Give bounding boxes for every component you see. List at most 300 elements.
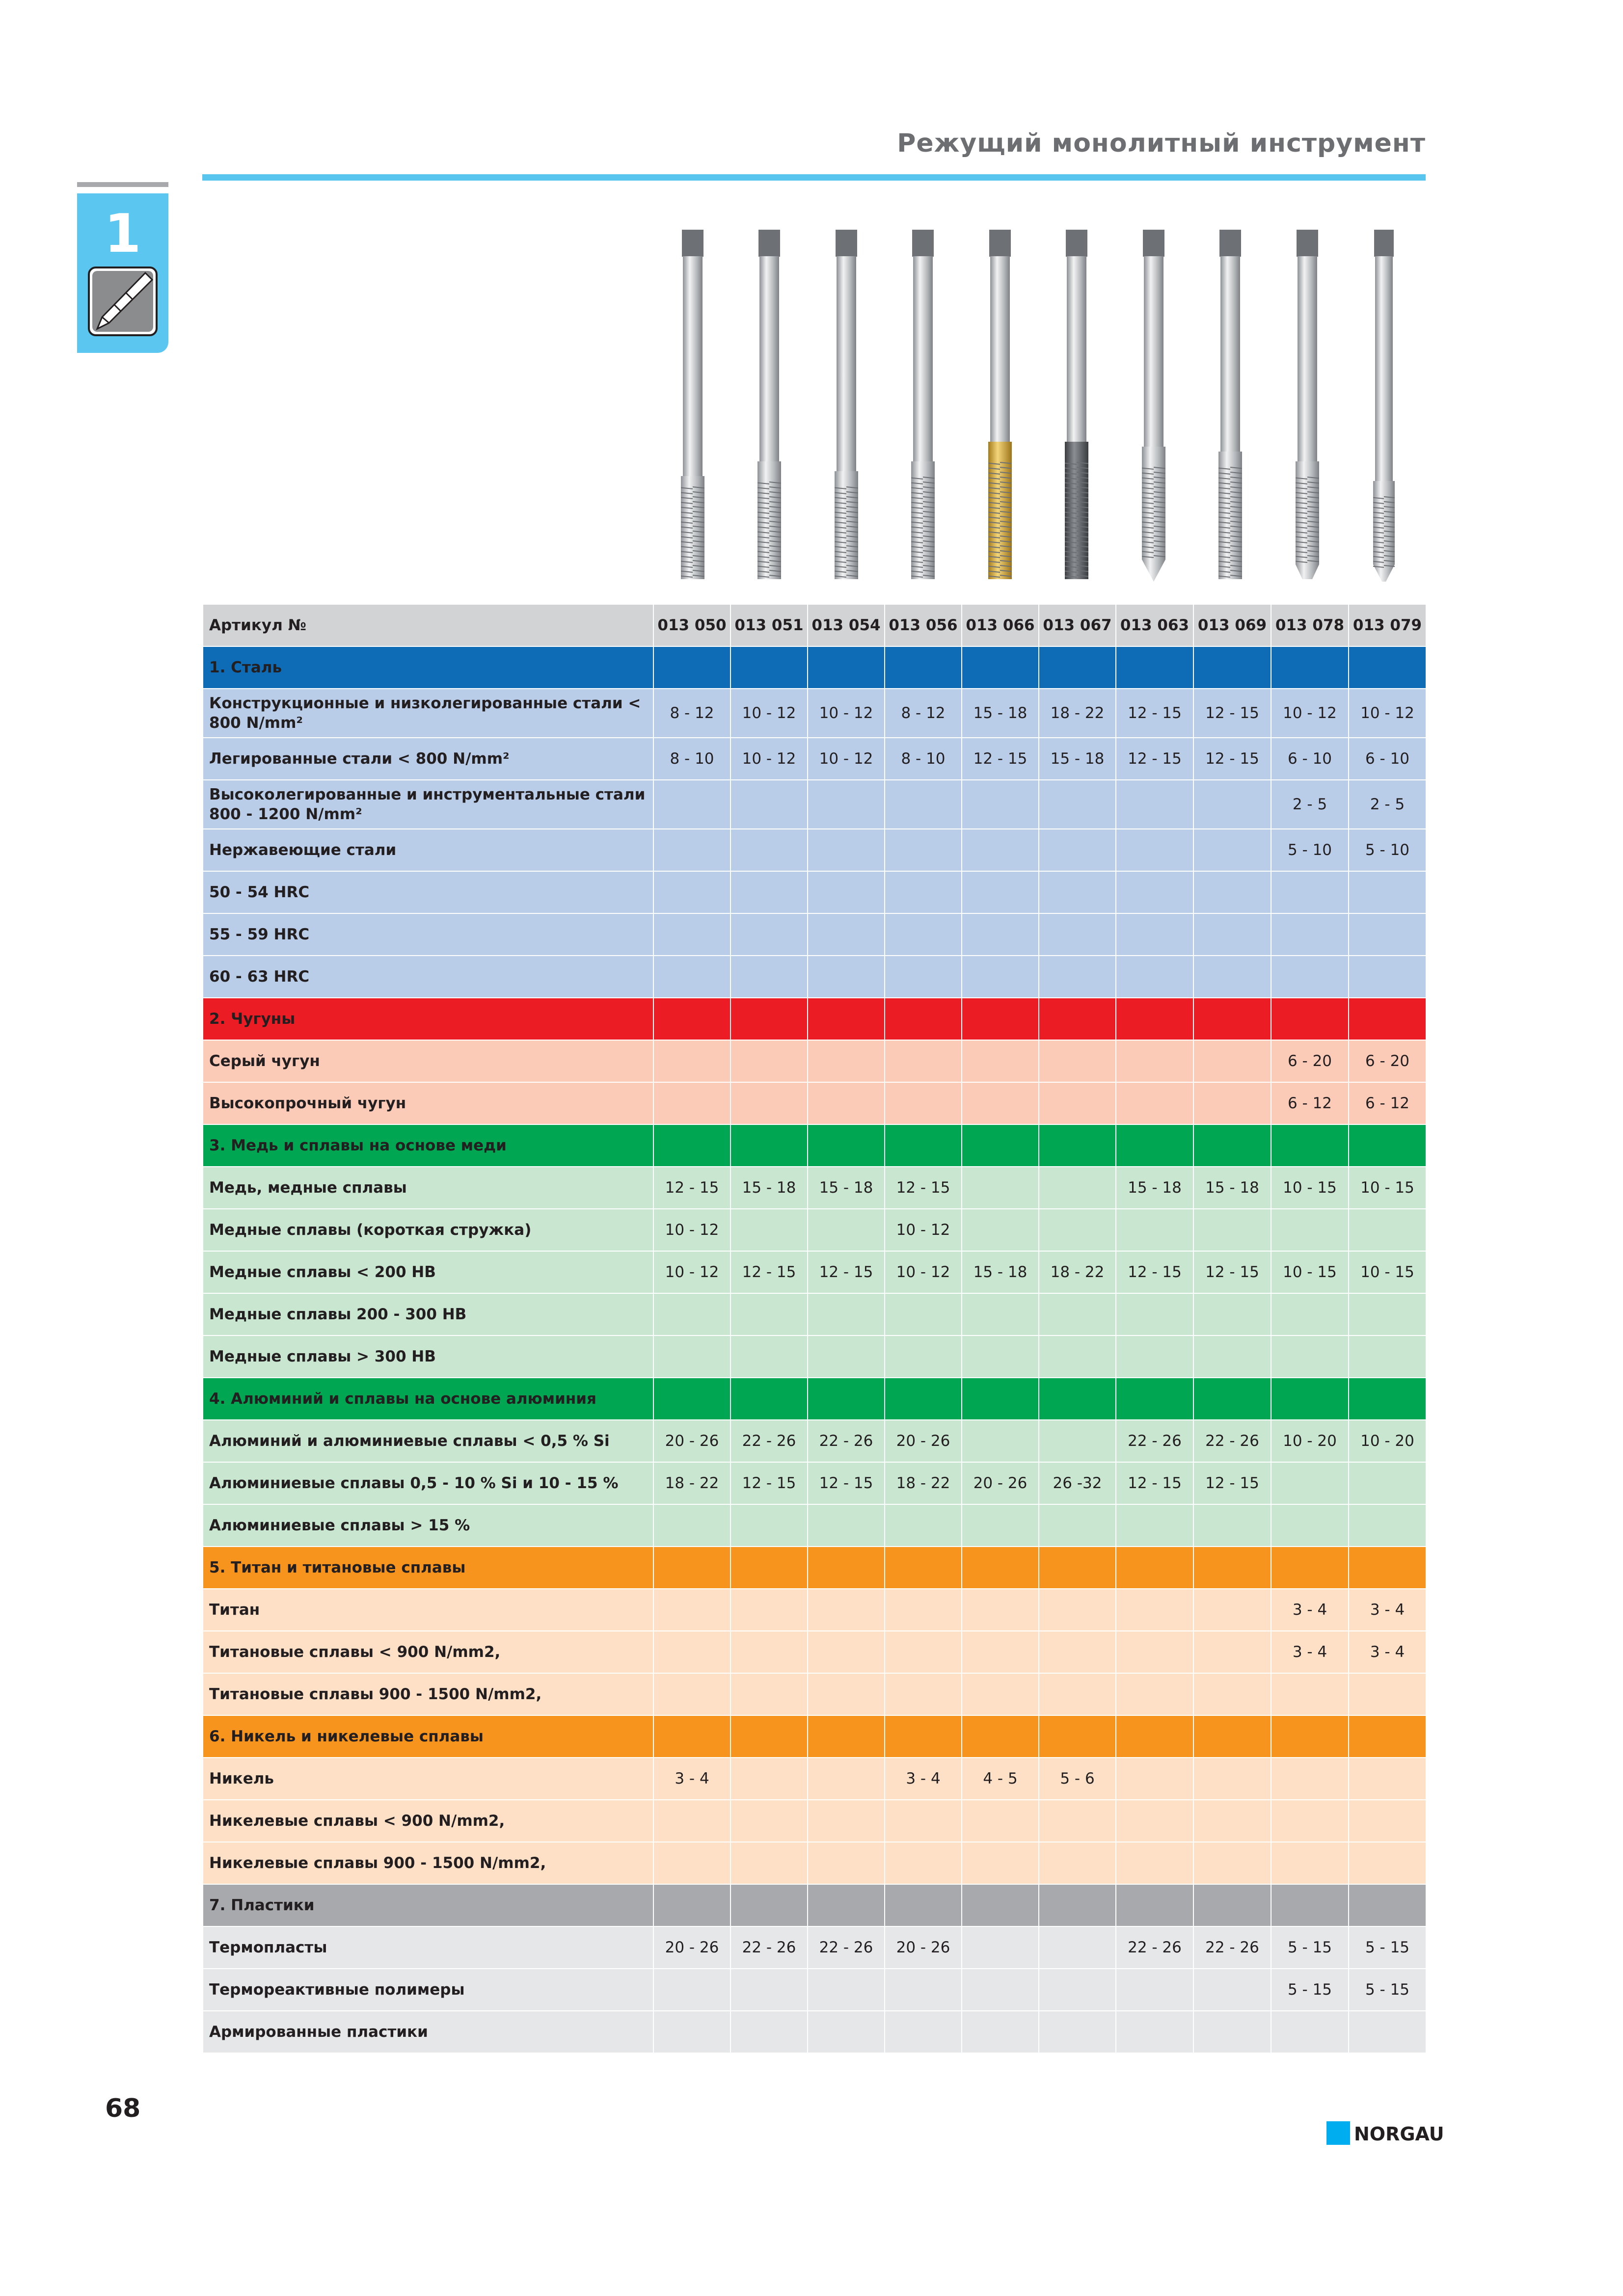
speed-cell [730, 780, 808, 829]
material-label: Конструкционные и низколегированные стали < 800 N/mm² [203, 689, 653, 738]
speed-cell [1349, 1758, 1426, 1800]
section-header-cell [885, 1124, 962, 1167]
section-header-cell [962, 998, 1039, 1040]
speed-cell [808, 1335, 885, 1378]
speed-cell [653, 871, 730, 913]
speed-cell: 6 - 20 [1349, 1040, 1426, 1082]
speed-cell [885, 780, 962, 829]
speed-cell [1039, 871, 1116, 913]
speed-cell: 20 - 26 [653, 1926, 730, 1969]
section-header-row [203, 998, 1426, 1040]
speed-cell: 12 - 15 [1193, 1251, 1271, 1293]
speed-cell [962, 780, 1039, 829]
section-header-cell [653, 1124, 730, 1167]
speed-cell: 15 - 18 [808, 1167, 885, 1209]
speed-cell [1039, 1082, 1116, 1124]
section-header-cell [653, 1884, 730, 1926]
speed-cell: 12 - 15 [808, 1462, 885, 1504]
speed-cell: 3 - 4 [1349, 1589, 1426, 1631]
section-title: 1. Сталь [203, 646, 653, 689]
speed-cell: 12 - 15 [808, 1251, 885, 1293]
material-label: Медные сплавы (короткая стружка) [203, 1209, 653, 1251]
section-header-cell [808, 1884, 885, 1926]
speed-cell [808, 1842, 885, 1884]
speed-cell [730, 1673, 808, 1715]
speed-cell [962, 1842, 1039, 1884]
table-row [203, 871, 1426, 913]
table-row [203, 1209, 1426, 1251]
section-header-cell [653, 1715, 730, 1758]
speed-cell [1039, 1293, 1116, 1335]
speed-cell: 15 - 18 [730, 1167, 808, 1209]
section-header-cell [962, 1715, 1039, 1758]
speed-cell [1039, 1167, 1116, 1209]
speed-cell: 22 - 26 [1116, 1420, 1193, 1462]
section-header-cell [1271, 1884, 1349, 1926]
section-header-cell [1116, 1378, 1193, 1420]
speed-cell [885, 1842, 962, 1884]
speed-cell [1116, 1842, 1193, 1884]
section-header-cell [808, 1715, 885, 1758]
speed-cell: 10 - 12 [730, 689, 808, 738]
header-article: 013 078 [1271, 604, 1349, 646]
speed-cell [1116, 1758, 1193, 1800]
speed-cell: 15 - 18 [962, 689, 1039, 738]
speed-cell [885, 956, 962, 998]
section-header-row [203, 1124, 1426, 1167]
speed-cell: 10 - 20 [1271, 1420, 1349, 1462]
page-title: Режущий монолитный инструмент [897, 129, 1426, 158]
speed-cell: 3 - 4 [1271, 1631, 1349, 1673]
speed-cell [808, 1969, 885, 2011]
speed-cell [1271, 1335, 1349, 1378]
section-header-cell [1271, 1124, 1349, 1167]
section-header-cell [808, 1547, 885, 1589]
section-header-cell [730, 1715, 808, 1758]
speed-cell [1349, 1504, 1426, 1547]
speed-cell: 12 - 15 [1116, 689, 1193, 738]
speed-cell [1116, 1040, 1193, 1082]
speed-cell [1193, 1758, 1271, 1800]
table-row [203, 956, 1426, 998]
speed-cell [1193, 1673, 1271, 1715]
section-header-cell [1349, 646, 1426, 689]
table-row [203, 1462, 1426, 1504]
header-article: 013 066 [962, 604, 1039, 646]
speed-cell: 12 - 15 [885, 1167, 962, 1209]
speed-cell: 20 - 26 [653, 1420, 730, 1462]
speed-cell [1193, 1209, 1271, 1251]
speed-cell: 12 - 15 [1116, 1251, 1193, 1293]
speed-cell [1039, 1420, 1116, 1462]
speed-cell [885, 1504, 962, 1547]
material-label: Алюминиевые сплавы > 15 % [203, 1504, 653, 1547]
speed-cell [1116, 1335, 1193, 1378]
material-label: Легированные стали < 800 N/mm² [203, 738, 653, 780]
speed-cell [1193, 871, 1271, 913]
speed-cell [962, 871, 1039, 913]
speed-cell: 5 - 6 [1039, 1758, 1116, 1800]
brand-square-icon [1326, 2121, 1350, 2145]
table-row [203, 1335, 1426, 1378]
speed-cell: 10 - 12 [653, 1209, 730, 1251]
speed-cell [808, 913, 885, 956]
speed-cell [1116, 956, 1193, 998]
table-row [203, 829, 1426, 871]
section-header-cell [730, 1124, 808, 1167]
speed-cell [1193, 1082, 1271, 1124]
section-header-cell [808, 646, 885, 689]
page-number: 68 [105, 2094, 141, 2123]
speed-cell [653, 1969, 730, 2011]
tap-013-051 [757, 230, 781, 579]
speed-cell: 15 - 18 [962, 1251, 1039, 1293]
section-header-cell [1116, 1124, 1193, 1167]
speed-cell [1271, 1504, 1349, 1547]
section-header-cell [730, 1378, 808, 1420]
section-header-cell [1116, 1884, 1193, 1926]
speed-cell: 10 - 12 [808, 738, 885, 780]
speed-cell: 10 - 12 [1271, 689, 1349, 738]
section-header-cell [885, 1547, 962, 1589]
speed-cell [730, 956, 808, 998]
speed-cell [808, 871, 885, 913]
section-header-cell [1193, 1715, 1271, 1758]
speed-cell [1039, 1040, 1116, 1082]
chapter-tab [77, 193, 168, 353]
material-label: Серый чугун [203, 1040, 653, 1082]
table-row [203, 1842, 1426, 1884]
speed-cell [730, 829, 808, 871]
speed-cell [653, 2011, 730, 2053]
tap-013-050 [681, 230, 704, 579]
table-row [203, 1758, 1426, 1800]
speed-cell [885, 1969, 962, 2011]
section-header-cell [730, 1884, 808, 1926]
material-label: Высоколегированные и инструментальные стали 800 - 1200 N/mm² [203, 780, 653, 829]
table-row [203, 1800, 1426, 1842]
speed-cell [1116, 1589, 1193, 1631]
section-header-row [203, 646, 1426, 689]
tap-013-069 [1218, 230, 1242, 579]
speed-cell [808, 1082, 885, 1124]
section-header-cell [1116, 1715, 1193, 1758]
speed-cell [730, 1631, 808, 1673]
speed-cell [808, 2011, 885, 2053]
speed-cell [730, 1293, 808, 1335]
speed-cell [1349, 871, 1426, 913]
speed-cell [885, 2011, 962, 2053]
speed-cell [962, 1589, 1039, 1631]
section-header-cell [1271, 1547, 1349, 1589]
table-row [203, 1293, 1426, 1335]
section-header-cell [1039, 646, 1116, 689]
speed-cell: 20 - 26 [885, 1420, 962, 1462]
speed-cell [962, 1673, 1039, 1715]
speed-cell [653, 1842, 730, 1884]
speed-cell [808, 829, 885, 871]
section-header-cell [1039, 1124, 1116, 1167]
speed-cell [653, 1082, 730, 1124]
header-article: 013 056 [885, 604, 962, 646]
speed-cell [808, 1504, 885, 1547]
section-title: 7. Пластики [203, 1884, 653, 1926]
speed-cell [1116, 1504, 1193, 1547]
table-row [203, 780, 1426, 829]
section-header-cell [885, 998, 962, 1040]
speed-cell [1116, 913, 1193, 956]
table-row [203, 1631, 1426, 1673]
table-row [203, 2011, 1426, 2053]
speed-cell [1271, 1673, 1349, 1715]
speed-cell [885, 1293, 962, 1335]
speed-cell: 22 - 26 [1193, 1420, 1271, 1462]
section-header-row [203, 1547, 1426, 1589]
speed-cell [885, 1673, 962, 1715]
speed-cell: 12 - 15 [653, 1167, 730, 1209]
section-header-cell [730, 646, 808, 689]
speed-cell [730, 1758, 808, 1800]
speed-cell: 10 - 12 [885, 1209, 962, 1251]
speed-cell [1116, 871, 1193, 913]
tap-013-066 [988, 230, 1012, 579]
speed-cell: 5 - 10 [1271, 829, 1349, 871]
speed-cell: 10 - 15 [1349, 1167, 1426, 1209]
section-header-cell [962, 1547, 1039, 1589]
chapter-number: 1 [104, 203, 141, 265]
speed-cell [1193, 1800, 1271, 1842]
speed-cell: 8 - 12 [885, 689, 962, 738]
section-header-cell [1349, 998, 1426, 1040]
table-row [203, 1082, 1426, 1124]
speed-cell [1039, 2011, 1116, 2053]
section-header-cell [1116, 646, 1193, 689]
speed-cell [1039, 1631, 1116, 1673]
tap-013-063 [1142, 230, 1165, 582]
speed-cell [1271, 1758, 1349, 1800]
tap-013-079 [1373, 230, 1395, 582]
speed-cell: 3 - 4 [1349, 1631, 1426, 1673]
speed-cell [1039, 1335, 1116, 1378]
speed-cell [1116, 1209, 1193, 1251]
speed-cell [1193, 780, 1271, 829]
speed-cell [1193, 1293, 1271, 1335]
speed-cell [1193, 1335, 1271, 1378]
speed-cell [1349, 1462, 1426, 1504]
speed-cell [1116, 1969, 1193, 2011]
speed-cell [1271, 871, 1349, 913]
speed-cell [653, 1800, 730, 1842]
speed-cell: 12 - 15 [1193, 738, 1271, 780]
speed-cell [962, 829, 1039, 871]
speed-cell [1271, 1842, 1349, 1884]
speed-cell [962, 1335, 1039, 1378]
chapter-tab-line [77, 182, 168, 187]
speed-cell [730, 1335, 808, 1378]
speed-cell: 22 - 26 [1116, 1926, 1193, 1969]
table-row [203, 1420, 1426, 1462]
speed-cell [653, 780, 730, 829]
speed-cell: 6 - 12 [1349, 1082, 1426, 1124]
section-header-cell [962, 1378, 1039, 1420]
speed-cell [730, 1504, 808, 1547]
material-label: Термопласты [203, 1926, 653, 1969]
section-header-cell [653, 1547, 730, 1589]
section-header-cell [1271, 1715, 1349, 1758]
speed-cell [808, 1040, 885, 1082]
cutting-speed-table [202, 604, 1427, 2054]
speed-cell: 12 - 15 [1193, 689, 1271, 738]
section-header-cell [1193, 1884, 1271, 1926]
header-article: 013 079 [1349, 604, 1426, 646]
speed-cell: 22 - 26 [808, 1926, 885, 1969]
speed-cell: 8 - 10 [885, 738, 962, 780]
speed-cell [962, 1420, 1039, 1462]
table-row [203, 1040, 1426, 1082]
speed-cell [1039, 1209, 1116, 1251]
speed-cell [808, 1673, 885, 1715]
section-title: 2. Чугуны [203, 998, 653, 1040]
header-article: 013 051 [730, 604, 808, 646]
speed-cell [962, 1800, 1039, 1842]
speed-cell: 3 - 4 [885, 1758, 962, 1800]
speed-cell [962, 913, 1039, 956]
material-label: Медь, медные сплавы [203, 1167, 653, 1209]
section-header-cell [1271, 998, 1349, 1040]
speed-cell [962, 956, 1039, 998]
speed-cell: 18 - 22 [1039, 1251, 1116, 1293]
table-row [203, 738, 1426, 780]
speed-cell [653, 1335, 730, 1378]
speed-cell: 22 - 26 [1193, 1926, 1271, 1969]
speed-cell [1039, 1589, 1116, 1631]
section-header-cell [885, 1378, 962, 1420]
table-row [203, 1969, 1426, 2011]
speed-cell: 5 - 15 [1271, 1969, 1349, 2011]
speed-cell [1271, 1209, 1349, 1251]
speed-cell [1271, 1800, 1349, 1842]
speed-cell [730, 871, 808, 913]
section-header-cell [653, 646, 730, 689]
speed-cell: 10 - 20 [1349, 1420, 1426, 1462]
speed-cell [1116, 1082, 1193, 1124]
speed-cell: 5 - 15 [1271, 1926, 1349, 1969]
speed-cell: 18 - 22 [653, 1462, 730, 1504]
speed-cell [653, 1293, 730, 1335]
speed-cell: 5 - 10 [1349, 829, 1426, 871]
speed-cell [1116, 1293, 1193, 1335]
speed-cell [962, 1926, 1039, 1969]
section-header-cell [962, 1884, 1039, 1926]
speed-cell [885, 1040, 962, 1082]
speed-cell [1349, 1293, 1426, 1335]
speed-cell: 10 - 12 [808, 689, 885, 738]
speed-cell [885, 829, 962, 871]
section-header-cell [653, 1378, 730, 1420]
speed-cell [808, 1631, 885, 1673]
tap-013-078 [1296, 230, 1319, 579]
speed-cell: 2 - 5 [1271, 780, 1349, 829]
speed-cell: 26 -32 [1039, 1462, 1116, 1504]
speed-cell [1349, 1673, 1426, 1715]
header-label: Артикул № [203, 604, 653, 646]
speed-cell: 18 - 22 [885, 1462, 962, 1504]
section-header-cell [1349, 1715, 1426, 1758]
header-article: 013 050 [653, 604, 730, 646]
speed-cell [1039, 1969, 1116, 2011]
speed-cell: 6 - 10 [1271, 738, 1349, 780]
speed-cell [1349, 956, 1426, 998]
speed-cell [730, 1969, 808, 2011]
material-label: 50 - 54 HRC [203, 871, 653, 913]
speed-cell: 20 - 26 [885, 1926, 962, 1969]
table-row [203, 1589, 1426, 1631]
material-label: Алюминий и алюминиевые сплавы < 0,5 % Si [203, 1420, 653, 1462]
speed-cell: 18 - 22 [1039, 689, 1116, 738]
table-row [203, 1504, 1426, 1547]
speed-cell [962, 1969, 1039, 2011]
speed-cell [808, 1800, 885, 1842]
speed-cell: 10 - 15 [1271, 1167, 1349, 1209]
speed-cell: 12 - 15 [730, 1462, 808, 1504]
speed-cell: 5 - 15 [1349, 1926, 1426, 1969]
speed-cell: 12 - 15 [1116, 738, 1193, 780]
section-header-cell [1039, 1715, 1116, 1758]
section-header-cell [1193, 1378, 1271, 1420]
section-header-cell [653, 998, 730, 1040]
speed-cell [885, 1082, 962, 1124]
section-header-cell [1039, 1378, 1116, 1420]
section-header-cell [1039, 1884, 1116, 1926]
material-label: Армированные пластики [203, 2011, 653, 2053]
section-header-cell [962, 1124, 1039, 1167]
speed-cell [1193, 2011, 1271, 2053]
speed-cell [730, 1082, 808, 1124]
speed-cell [1116, 1800, 1193, 1842]
speed-cell [653, 1589, 730, 1631]
section-header-cell [730, 998, 808, 1040]
section-header-cell [1271, 1378, 1349, 1420]
speed-cell: 22 - 26 [730, 1420, 808, 1462]
speed-cell [808, 1589, 885, 1631]
table-header-row [203, 604, 1426, 646]
speed-cell [962, 1631, 1039, 1673]
section-header-cell [885, 1884, 962, 1926]
section-header-row [203, 1378, 1426, 1420]
speed-cell [730, 913, 808, 956]
speed-cell: 6 - 20 [1271, 1040, 1349, 1082]
speed-cell: 8 - 12 [653, 689, 730, 738]
speed-cell [1039, 780, 1116, 829]
speed-cell [653, 1631, 730, 1673]
material-label: Термореактивные полимеры [203, 1969, 653, 2011]
section-header-cell [1193, 646, 1271, 689]
speed-cell [1271, 2011, 1349, 2053]
speed-cell [808, 956, 885, 998]
section-title: 3. Медь и сплавы на основе меди [203, 1124, 653, 1167]
speed-cell: 10 - 12 [885, 1251, 962, 1293]
section-header-cell [1349, 1124, 1426, 1167]
speed-cell [1349, 1209, 1426, 1251]
speed-cell: 4 - 5 [962, 1758, 1039, 1800]
section-header-cell [1349, 1378, 1426, 1420]
speed-cell: 12 - 15 [730, 1251, 808, 1293]
speed-cell [1039, 1842, 1116, 1884]
speed-cell [653, 829, 730, 871]
material-label: Медные сплавы 200 - 300 HB [203, 1293, 653, 1335]
speed-cell [1193, 1040, 1271, 1082]
speed-cell [885, 913, 962, 956]
